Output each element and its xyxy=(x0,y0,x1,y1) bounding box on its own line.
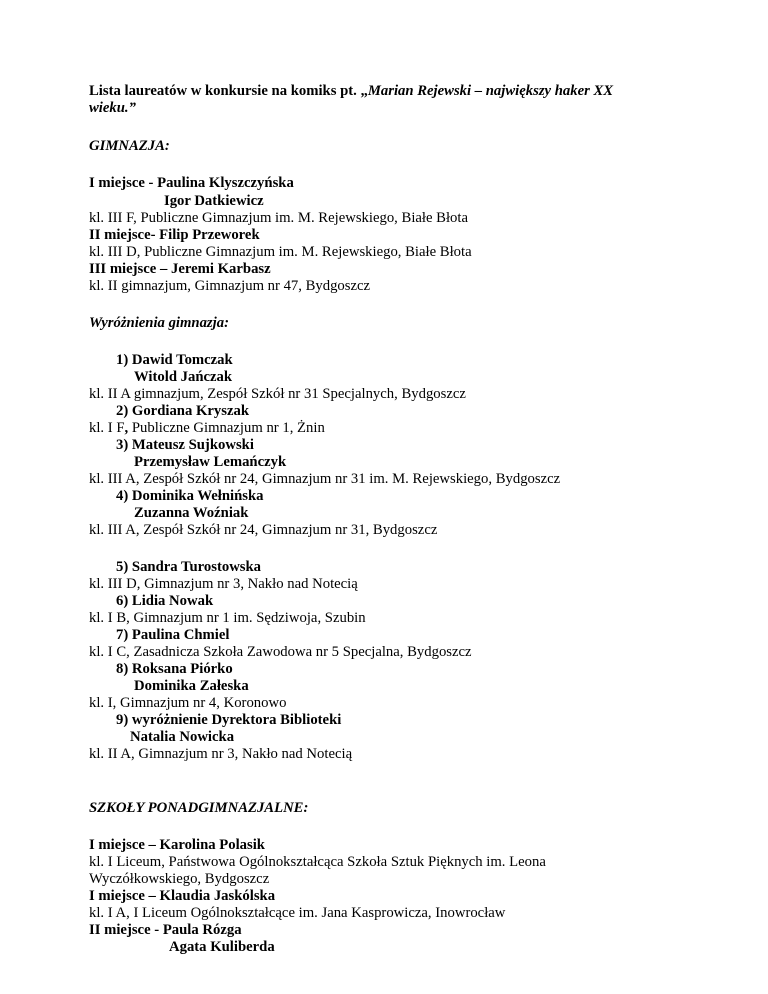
wyroznienie-school: kl. I C, Zasadnicza Szkoła Zawodowa nr 5 Specjalna, Bydgoszcz xyxy=(89,644,472,660)
section-heading-wyroznienia: Wyróżnienia gimnazja: xyxy=(89,315,229,331)
school-class: kl. I F xyxy=(89,420,125,436)
wyroznienie-name: 3) Mateusz Sujkowski xyxy=(116,437,254,453)
wyroznienie-name: 9) wyróżnienie Dyrektora Biblioteki xyxy=(116,712,342,728)
wyroznienie-school: kl. III D, Gimnazjum nr 3, Nakło nad Notecią xyxy=(89,576,358,592)
school-comma: , xyxy=(124,420,129,436)
ponadgimnazjalne-place1b-name: I miejsce – Klaudia Jaskólska xyxy=(89,888,276,904)
gimnazja-place1-name2: Igor Datkiewicz xyxy=(164,193,264,209)
wyroznienie-name: 6) Lidia Nowak xyxy=(116,593,214,609)
gimnazja-place3-school: kl. II gimnazjum, Gimnazjum nr 47, Bydgoszcz xyxy=(89,278,371,294)
wyroznienie-name: Natalia Nowicka xyxy=(130,729,235,745)
section-heading-gimnazja: GIMNAZJA: xyxy=(89,138,170,154)
wyroznienie-school: kl. III A, Zespół Szkół nr 24, Gimnazjum nr 31, Bydgoszcz xyxy=(89,522,438,538)
ponadgimnazjalne-place1a-school: Wyczółkowskiego, Bydgoszcz xyxy=(89,871,270,887)
gimnazja-place1-name1: I miejsce - Paulina Klyszczyńska xyxy=(89,175,294,191)
wyroznienie-school: kl. II A gimnazjum, Zespół Szkół nr 31 Specjalnych, Bydgoszcz xyxy=(89,386,466,402)
ponadgimnazjalne-place1b-school: kl. I A, I Liceum Ogólnokształcące im. Jana Kasprowicza, Inowrocław xyxy=(89,905,506,921)
wyroznienie-school: kl. I B, Gimnazjum nr 1 im. Sędziwoja, Szubin xyxy=(89,610,366,626)
ponadgimnazjalne-place2-name1: II miejsce - Paula Rózga xyxy=(89,922,242,938)
title-prefix: Lista laureatów w konkursie na komiks pt. „ xyxy=(89,83,368,99)
wyroznienie-name: 4) Dominika Wełnińska xyxy=(116,488,264,504)
wyroznienie-name: 2) Gordiana Kryszak xyxy=(116,403,250,419)
document-title-line1 xyxy=(89,83,613,100)
ponadgimnazjalne-place1a-name: I miejsce – Karolina Polasik xyxy=(89,837,265,853)
wyroznienie-name: 8) Roksana Piórko xyxy=(116,661,233,677)
wyroznienie-name: Zuzanna Woźniak xyxy=(134,505,249,521)
school-rest: Publiczne Gimnazjum nr 1, Żnin xyxy=(128,420,325,436)
ponadgimnazjalne-place1a-school: kl. I Liceum, Państwowa Ogólnokształcąca Szkoła Sztuk Pięknych im. Leona xyxy=(89,854,546,870)
gimnazja-place2-school: kl. III D, Publiczne Gimnazjum im. M. Rejewskiego, Białe Błota xyxy=(89,244,472,260)
wyroznienie-name: 7) Paulina Chmiel xyxy=(116,627,230,643)
wyroznienie-name: 5) Sandra Turostowska xyxy=(116,559,262,575)
wyroznienie-name: Dominika Załeska xyxy=(134,678,249,694)
gimnazja-place2-name: II miejsce- Filip Przeworek xyxy=(89,227,260,243)
document-title-line2: wieku.” xyxy=(89,100,136,116)
wyroznienie-name: Przemysław Lemańczyk xyxy=(134,454,287,470)
section-heading-ponadgimnazjalne: SZKOŁY PONADGIMNAZJALNE: xyxy=(89,800,309,816)
wyroznienie-school xyxy=(89,420,325,437)
gimnazja-place3-name: III miejsce – Jeremi Karbasz xyxy=(89,261,271,277)
gimnazja-place1-school: kl. III F, Publiczne Gimnazjum im. M. Rejewskiego, Białe Błota xyxy=(89,210,469,226)
wyroznienie-school: kl. III A, Zespół Szkół nr 24, Gimnazjum nr 31 im. M. Rejewskiego, Bydgoszcz xyxy=(89,471,561,487)
ponadgimnazjalne-place2-name2: Agata Kuliberda xyxy=(169,939,275,955)
wyroznienie-school: kl. II A, Gimnazjum nr 3, Nakło nad Notecią xyxy=(89,746,353,762)
title-italic-line1: Marian Rejewski – największy haker XX xyxy=(367,83,614,99)
wyroznienie-name: 1) Dawid Tomczak xyxy=(116,352,233,368)
wyroznienie-name: Witold Jańczak xyxy=(134,369,233,385)
wyroznienie-school: kl. I, Gimnazjum nr 4, Koronowo xyxy=(89,695,287,711)
